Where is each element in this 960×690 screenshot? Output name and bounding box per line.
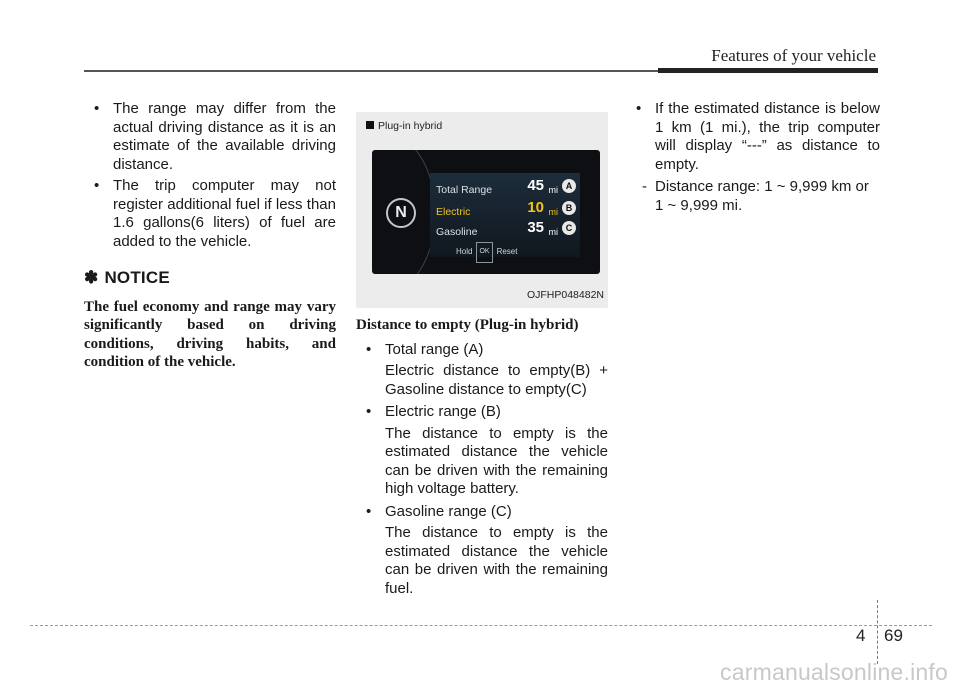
bullet-item: • Electric range (B)	[356, 403, 608, 422]
bullet-item: • Total range (A)	[356, 341, 608, 360]
notice-body: The fuel economy and range may vary significantly based on driving conditions, driving habits, and condition of the vehicle.	[84, 298, 336, 370]
row-label: Gasoline	[436, 226, 478, 238]
bullet-item: • If the estimated distance is below 1 km (1 mi.), the trip computer will display “---” as distance to empty.	[626, 100, 880, 174]
middle-column	[356, 112, 608, 598]
right-column	[626, 100, 880, 215]
row-unit: mi	[548, 227, 558, 237]
notice-heading	[84, 269, 336, 288]
sub-item: - Distance range: 1 ~ 9,999 km or 1 ~ 9,999 mi.	[642, 178, 869, 214]
hold-label: Hold	[456, 247, 473, 256]
bullet-item: • The trip computer may not register additional fuel if less than 1.6 gallons(6 liters) of fuel are added to the vehicle.	[84, 177, 336, 251]
cluster-figure	[356, 112, 608, 308]
footer-rule	[30, 625, 932, 626]
page-divider	[877, 600, 878, 664]
square-bullet-icon	[366, 121, 374, 129]
notice-icon: ✽	[84, 268, 99, 287]
header-title: Features of your vehicle	[711, 46, 876, 65]
row-unit: mi	[548, 207, 558, 217]
bullet-item: • The range may differ from the actual driving distance as it is an estimate of the available driving distance.	[84, 100, 336, 174]
range-row-electric	[436, 199, 580, 219]
dash-glyph: -	[642, 178, 647, 195]
row-label: Total Range	[436, 184, 493, 196]
row-value: 35	[527, 219, 544, 236]
section-heading: Distance to empty (Plug-in hybrid)	[356, 317, 579, 333]
row-value: 10	[527, 199, 544, 216]
reset-label: Reset	[496, 247, 518, 256]
bullet-item: • Gasoline range (C)	[356, 503, 608, 522]
marker-a: A	[562, 179, 576, 193]
watermark: carmanualsonline.info	[720, 659, 948, 685]
row-value: 45	[527, 177, 544, 194]
notice-title: NOTICE	[104, 268, 170, 287]
item-description: The distance to empty is the estimated distance the vehicle can be driven with the remaining fuel.	[385, 524, 608, 597]
marker-c: C	[562, 221, 576, 235]
ok-button-glyph: OK	[476, 242, 492, 263]
figure-code: OJFHP048482N	[526, 288, 604, 301]
item-description: Electric distance to empty(B) + Gasoline distance to empty(C)	[385, 362, 608, 398]
item-description: The distance to empty is the estimated distance the vehicle can be driven with the remaining high voltage battery.	[385, 424, 608, 497]
chapter-number: 4	[856, 626, 866, 645]
marker-b: B	[562, 201, 576, 215]
figure-caption: Plug-in hybrid	[366, 117, 442, 136]
row-label: Electric	[436, 206, 471, 218]
hold-reset-hint	[456, 242, 517, 263]
row-unit: mi	[548, 185, 558, 195]
range-row-gasoline	[436, 219, 580, 239]
cluster-screen	[372, 150, 600, 274]
range-panel	[430, 173, 580, 257]
left-column	[84, 100, 336, 372]
header-rule-accent	[658, 68, 878, 73]
gear-indicator: N	[386, 198, 416, 228]
page-number: 69	[884, 626, 903, 645]
range-row-total	[436, 177, 580, 197]
